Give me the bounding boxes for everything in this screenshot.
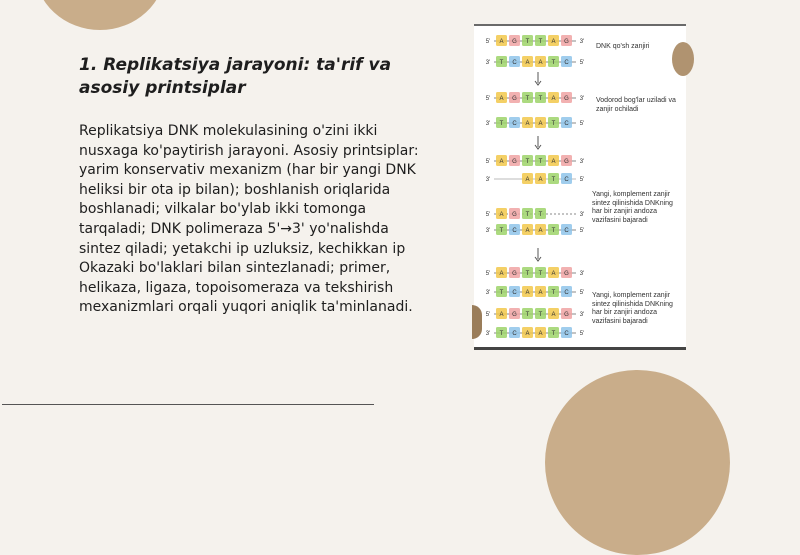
nucleotide-letter: A xyxy=(525,331,530,337)
decorative-circle-top xyxy=(35,0,165,30)
nucleotide-letter: C xyxy=(564,290,569,296)
strand-end-label: 3' xyxy=(485,60,491,66)
nucleotide-letter: A xyxy=(538,121,543,127)
nucleotide-letter: C xyxy=(564,331,569,337)
strand-end-label: 3' xyxy=(579,212,585,218)
strand-end-label: 3' xyxy=(579,312,585,318)
nucleotide-letter: A xyxy=(538,228,543,234)
strand-end-label: 5' xyxy=(579,331,585,337)
nucleotide-letter: T xyxy=(499,121,504,127)
nucleotide-letter: G xyxy=(512,159,517,165)
nucleotide-letter: C xyxy=(512,290,517,296)
nucleotide-letter: G xyxy=(512,212,517,218)
nucleotide-letter: G xyxy=(564,271,569,277)
nucleotide-letter: C xyxy=(512,331,517,337)
nucleotide-letter: T xyxy=(499,290,504,296)
nucleotide-letter: G xyxy=(512,96,517,102)
strand-end-label: 5' xyxy=(485,312,491,318)
decorative-tab-left xyxy=(472,305,482,339)
strand-end-label: 5' xyxy=(485,271,491,277)
nucleotide-letter: A xyxy=(551,271,556,277)
strand-end-label: 3' xyxy=(485,228,491,234)
nucleotide-letter: C xyxy=(564,177,569,183)
nucleotide-letter: T xyxy=(499,331,504,337)
nucleotide-letter: C xyxy=(564,228,569,234)
nucleotide-letter: A xyxy=(525,177,530,183)
nucleotide-letter: A xyxy=(499,159,504,165)
nucleotide-letter: A xyxy=(499,96,504,102)
nucleotide-letter: G xyxy=(564,96,569,102)
caption-double-strand: DNK qo'sh zanjiri xyxy=(596,43,650,50)
divider-line xyxy=(2,404,374,405)
strand-end-label: 3' xyxy=(485,290,491,296)
nucleotide-letter: G xyxy=(512,271,517,277)
strand-end-label: 5' xyxy=(579,177,585,183)
nucleotide-letter: A xyxy=(525,290,530,296)
decorative-tab-right xyxy=(672,42,694,76)
slide-body-text: Replikatsiya DNK molekulasining o'zini ikki nusxaga ko'paytirish jarayoni. Asosiy printsiplar: yarim konservativ mexanizm (har bir yangi DNK heliksi bir ota ip bilan); boshlanish oriqlarida boshlanadi; vilkalar bo'ylab ikki tomonga tarqaladi; DNK polimeraza 5'→3' yo'nalishda sintez qiladi; yetakchi ip uzluksiz, kechikkan ip Okazaki bo'laklari bilan sintezlanadi; primer, helikaza, ligaza, topoisomeraza va tekshirish mexanizmlari orqali yuqori aniqlik ta'minlanadi. xyxy=(79,123,419,316)
strand-end-label: 5' xyxy=(485,96,491,102)
nucleotide-letter: T xyxy=(538,96,543,102)
nucleotide-letter: T xyxy=(551,331,556,337)
nucleotide-letter: A xyxy=(499,212,504,218)
nucleotide-letter: A xyxy=(499,39,504,45)
nucleotide-letter: T xyxy=(551,290,556,296)
nucleotide-letter: T xyxy=(551,121,556,127)
nucleotide-letter: T xyxy=(551,177,556,183)
strand-end-label: 3' xyxy=(485,121,491,127)
dna-replication-figure xyxy=(474,24,686,350)
nucleotide-letter: A xyxy=(538,290,543,296)
nucleotide-letter: A xyxy=(551,312,556,318)
strand-end-label: 5' xyxy=(579,60,585,66)
strand-end-label: 3' xyxy=(485,177,491,183)
nucleotide-letter: G xyxy=(512,312,517,318)
strand-end-label: 5' xyxy=(579,121,585,127)
caption-complement-synthesis: Yangi, komplement zanjir sintez qilinishida DNKning har bir zanjiri andoza vazifasini bajaradi xyxy=(592,292,673,325)
nucleotide-letter: T xyxy=(525,96,530,102)
strand-end-label: 3' xyxy=(485,331,491,337)
strand-end-label: 3' xyxy=(579,96,585,102)
nucleotide-letter: T xyxy=(538,39,543,45)
nucleotide-letter: A xyxy=(551,39,556,45)
nucleotide-letter: G xyxy=(564,159,569,165)
strand-end-label: 5' xyxy=(579,290,585,296)
slide-heading: 1. Replikatsiya jarayoni: ta'rif va asosiy printsiplar xyxy=(79,55,392,98)
strand-end-label: 5' xyxy=(485,159,491,165)
strand-end-label: 5' xyxy=(579,228,585,234)
nucleotide-letter: A xyxy=(551,96,556,102)
nucleotide-letter: C xyxy=(512,121,517,127)
nucleotide-letter: T xyxy=(525,271,530,277)
nucleotide-letter: G xyxy=(512,39,517,45)
nucleotide-letter: T xyxy=(525,212,530,218)
nucleotide-letter: T xyxy=(538,312,543,318)
strand-end-label: 5' xyxy=(485,212,491,218)
strand-end-label: 3' xyxy=(579,159,585,165)
strand-end-label: 3' xyxy=(579,271,585,277)
nucleotide-letter: A xyxy=(525,228,530,234)
caption-template-synthesis: Yangi, komplement zanjir sintez qilinishida DNKning har bir zanjiri andoza vazifasini bajaradi xyxy=(592,191,673,224)
nucleotide-letter: T xyxy=(551,228,556,234)
nucleotide-letter: C xyxy=(564,60,569,66)
nucleotide-letter: T xyxy=(538,271,543,277)
decorative-circle-bottom xyxy=(545,370,730,555)
nucleotide-letter: A xyxy=(499,271,504,277)
nucleotide-letter: T xyxy=(499,228,504,234)
nucleotide-letter: T xyxy=(525,159,530,165)
strand-end-label: 5' xyxy=(485,39,491,45)
caption-strand-separation: Vodorod bog'lar uziladi va zanjir ochiladi xyxy=(596,97,676,113)
nucleotide-letter: A xyxy=(525,121,530,127)
nucleotide-letter: T xyxy=(538,212,543,218)
strand-end-label: 3' xyxy=(579,39,585,45)
nucleotide-letter: C xyxy=(512,228,517,234)
nucleotide-letter: C xyxy=(564,121,569,127)
nucleotide-letter: T xyxy=(551,60,556,66)
nucleotide-letter: T xyxy=(499,60,504,66)
nucleotide-letter: G xyxy=(564,39,569,45)
nucleotide-letter: T xyxy=(538,159,543,165)
nucleotide-letter: A xyxy=(538,60,543,66)
nucleotide-letter: A xyxy=(525,60,530,66)
nucleotide-letter: A xyxy=(551,159,556,165)
nucleotide-letter: A xyxy=(538,331,543,337)
nucleotide-letter: C xyxy=(512,60,517,66)
nucleotide-letter: T xyxy=(525,312,530,318)
nucleotide-letter: G xyxy=(564,312,569,318)
nucleotide-letter: T xyxy=(525,39,530,45)
nucleotide-letter: A xyxy=(499,312,504,318)
nucleotide-letter: A xyxy=(538,177,543,183)
